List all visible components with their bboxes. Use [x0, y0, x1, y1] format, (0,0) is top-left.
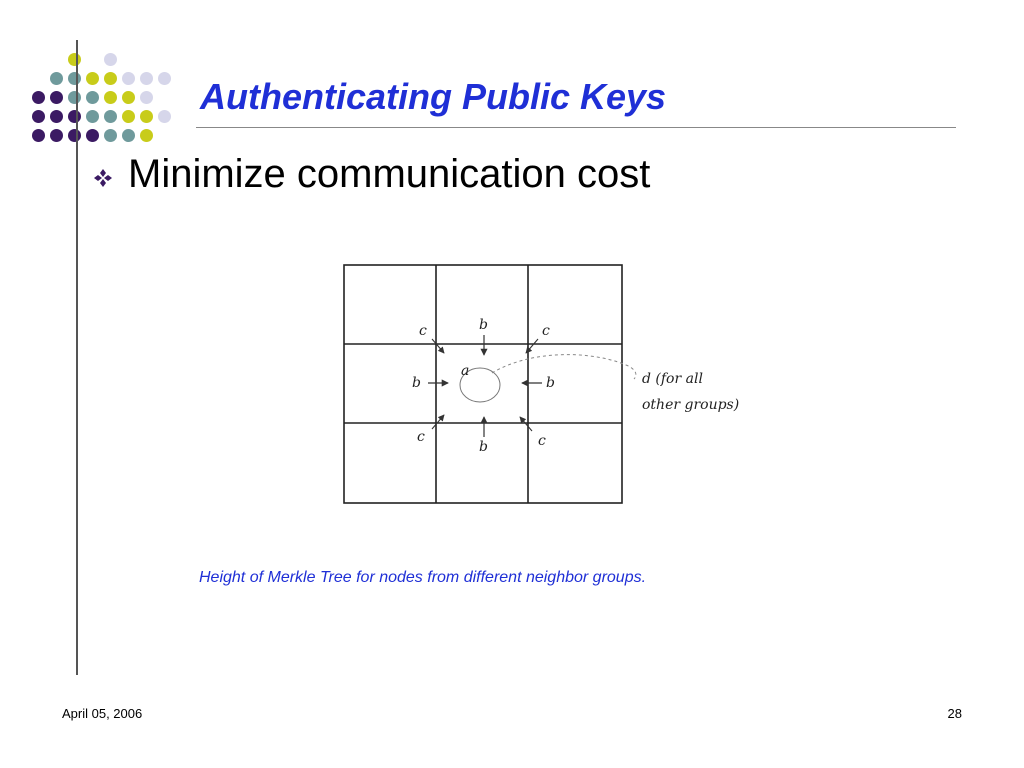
dot [86, 129, 99, 142]
vertical-divider [76, 40, 78, 675]
page-number: 28 [947, 706, 962, 721]
merkle-grid-diagram [330, 255, 770, 515]
dot [140, 129, 153, 142]
dot [104, 53, 117, 66]
label-d-line1: d (for all [642, 371, 703, 387]
dot [140, 91, 153, 104]
dot [122, 129, 135, 142]
bullet-item [92, 152, 650, 197]
c-arrows [432, 339, 538, 431]
label-d-line2: other groups) [642, 397, 740, 413]
dot [32, 110, 45, 123]
dot [86, 72, 99, 85]
slide-title: Authenticating Public Keys [200, 76, 667, 117]
diagram-caption: Height of Merkle Tree for nodes from different neighbor groups. [199, 569, 647, 586]
d-curve [492, 355, 636, 379]
dot [50, 72, 63, 85]
decorative-dot-cluster [0, 0, 180, 150]
label-b-top: b [479, 317, 488, 333]
dot [122, 91, 135, 104]
label-a: a [461, 363, 470, 379]
grid [344, 265, 622, 503]
diamond-bullet-icon [92, 167, 114, 189]
dot [32, 91, 45, 104]
dot [68, 110, 81, 123]
title-underline [196, 127, 956, 128]
dot [68, 53, 81, 66]
label-b-left: b [412, 375, 421, 391]
dot [122, 110, 135, 123]
dot [86, 110, 99, 123]
dot [68, 72, 81, 85]
label-b-right: b [546, 375, 555, 391]
b-arrows [428, 335, 542, 437]
dot [50, 110, 63, 123]
dot [50, 91, 63, 104]
label-c-top-left: c [419, 323, 427, 339]
dot [50, 129, 63, 142]
dot [86, 91, 99, 104]
dot [158, 72, 171, 85]
dot [122, 72, 135, 85]
dot [32, 129, 45, 142]
dot [104, 72, 117, 85]
dot [104, 129, 117, 142]
dot [158, 110, 171, 123]
dot [140, 110, 153, 123]
dot [68, 129, 81, 142]
label-b-bottom: b [479, 439, 488, 455]
dot [68, 91, 81, 104]
dot [140, 72, 153, 85]
dot [104, 91, 117, 104]
label-c-bottom-left: c [417, 429, 425, 445]
bullet-text: Minimize communication cost [128, 152, 651, 196]
footer-date: April 05, 2006 [62, 706, 143, 721]
dot [104, 110, 117, 123]
label-c-bottom-right: c [538, 433, 546, 449]
label-c-top-right: c [542, 323, 550, 339]
